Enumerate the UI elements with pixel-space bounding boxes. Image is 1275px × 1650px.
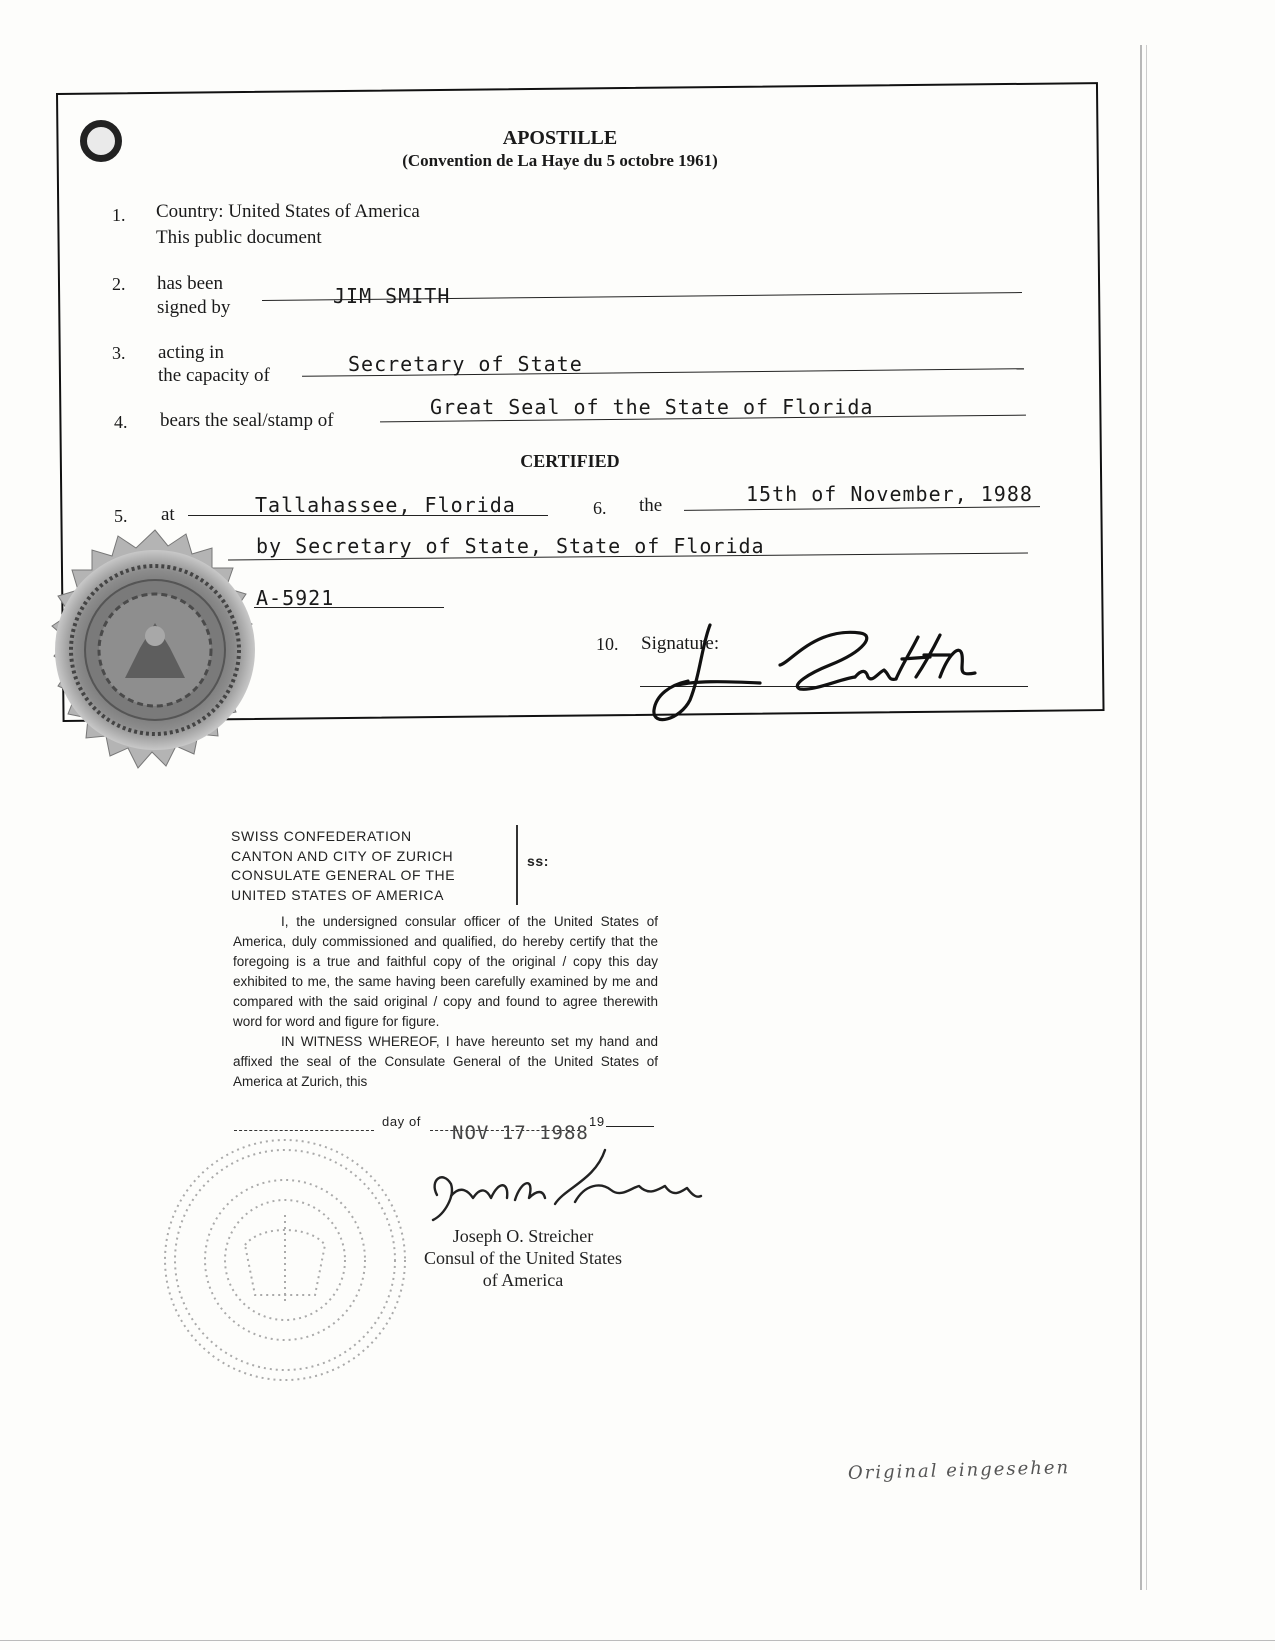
consular-certification-text	[233, 912, 658, 1092]
item-2-signer-value: JIM SMITH	[333, 284, 451, 308]
item-4-seal-value: Great Seal of the State of Florida	[430, 395, 874, 419]
apostille-title: APOSTILLE	[502, 127, 618, 149]
signer-title-line1: Consul of the United States	[424, 1248, 622, 1268]
item-3-label-line2: the capacity of	[158, 365, 270, 386]
item-10-number: 10.	[596, 634, 619, 654]
punch-hole	[80, 120, 122, 162]
item-2-label-line2: signed by	[157, 297, 231, 318]
signer-name: Joseph O. Streicher	[452, 1226, 594, 1246]
item-3-capacity-value: Secretary of State	[348, 352, 583, 376]
item-6-date-value: 15th of November, 1988	[746, 482, 1033, 506]
page-bottom-line	[0, 1640, 1275, 1641]
date-stamp: NOV 17 1988	[452, 1122, 589, 1144]
consul-name	[388, 1225, 658, 1291]
item-1-number: 1.	[112, 205, 126, 225]
consulate-seal	[150, 1130, 420, 1390]
ss-bracket	[516, 825, 518, 905]
witness-paragraph: IN WITNESS WHEREOF, I have hereunto set my hand and affixed the seal of the Consulate General of the United States of America at Zurich, this	[233, 1034, 658, 1089]
consul-signature	[425, 1140, 705, 1230]
item-5-number: 5.	[114, 506, 128, 526]
item-8-number-value: A-5921	[256, 586, 335, 610]
certified-heading: CERTIFIED	[520, 451, 620, 471]
item-3-label-line1: acting in	[158, 342, 224, 363]
item-2-label-line1: has been	[157, 273, 223, 294]
year-prefix: 19	[589, 1114, 605, 1129]
page-edge-line	[1140, 45, 1142, 1590]
item-2-number: 2.	[112, 274, 126, 294]
item-5-label: at	[161, 504, 175, 525]
consular-header-line: UNITED STATES OF AMERICA	[231, 886, 445, 903]
consular-header	[231, 827, 455, 905]
item-10-label: Signature:	[641, 633, 720, 654]
item-6-label: the	[639, 495, 663, 516]
apostille-signature	[640, 615, 980, 730]
apostille-subtitle: (Convention de La Haye du 5 octobre 1961)	[402, 151, 718, 170]
item-6-number: 6.	[593, 498, 607, 518]
year-underline	[606, 1126, 654, 1127]
item-3-number: 3.	[112, 343, 126, 363]
certification-paragraph: I, the undersigned consular officer of the United States of America, duly commissioned and qualified, do hereby certify that the foregoing is a true and faithful copy of the original / copy this day exhibited to me, the same having been carefully examined by me and compared with the said original / copy and found to agree therewith word for word and figure for figure.	[233, 914, 658, 1029]
florida-seal	[40, 528, 270, 783]
ss-label: ss:	[527, 853, 550, 869]
consular-header-line: CONSULATE GENERAL OF THE	[231, 867, 456, 883]
item-1-country: Country: United States of America	[156, 201, 420, 222]
day-of-label: day of	[382, 1114, 422, 1129]
item-4-number: 4.	[114, 412, 128, 432]
item-5-place-value: Tallahassee, Florida	[255, 493, 516, 517]
consular-header-line: SWISS CONFEDERATION	[231, 828, 412, 844]
consular-header-line: CANTON AND CITY OF ZURICH	[231, 847, 454, 864]
margin-note: Original eingesehen	[847, 1457, 1071, 1484]
signer-title-line2: of America	[482, 1270, 564, 1290]
page-edge-line	[1146, 45, 1147, 1590]
item-4-label: bears the seal/stamp of	[160, 410, 334, 431]
item-7-authority-value: by Secretary of State, State of Florida	[256, 534, 765, 558]
item-1-document: This public document	[156, 227, 322, 248]
